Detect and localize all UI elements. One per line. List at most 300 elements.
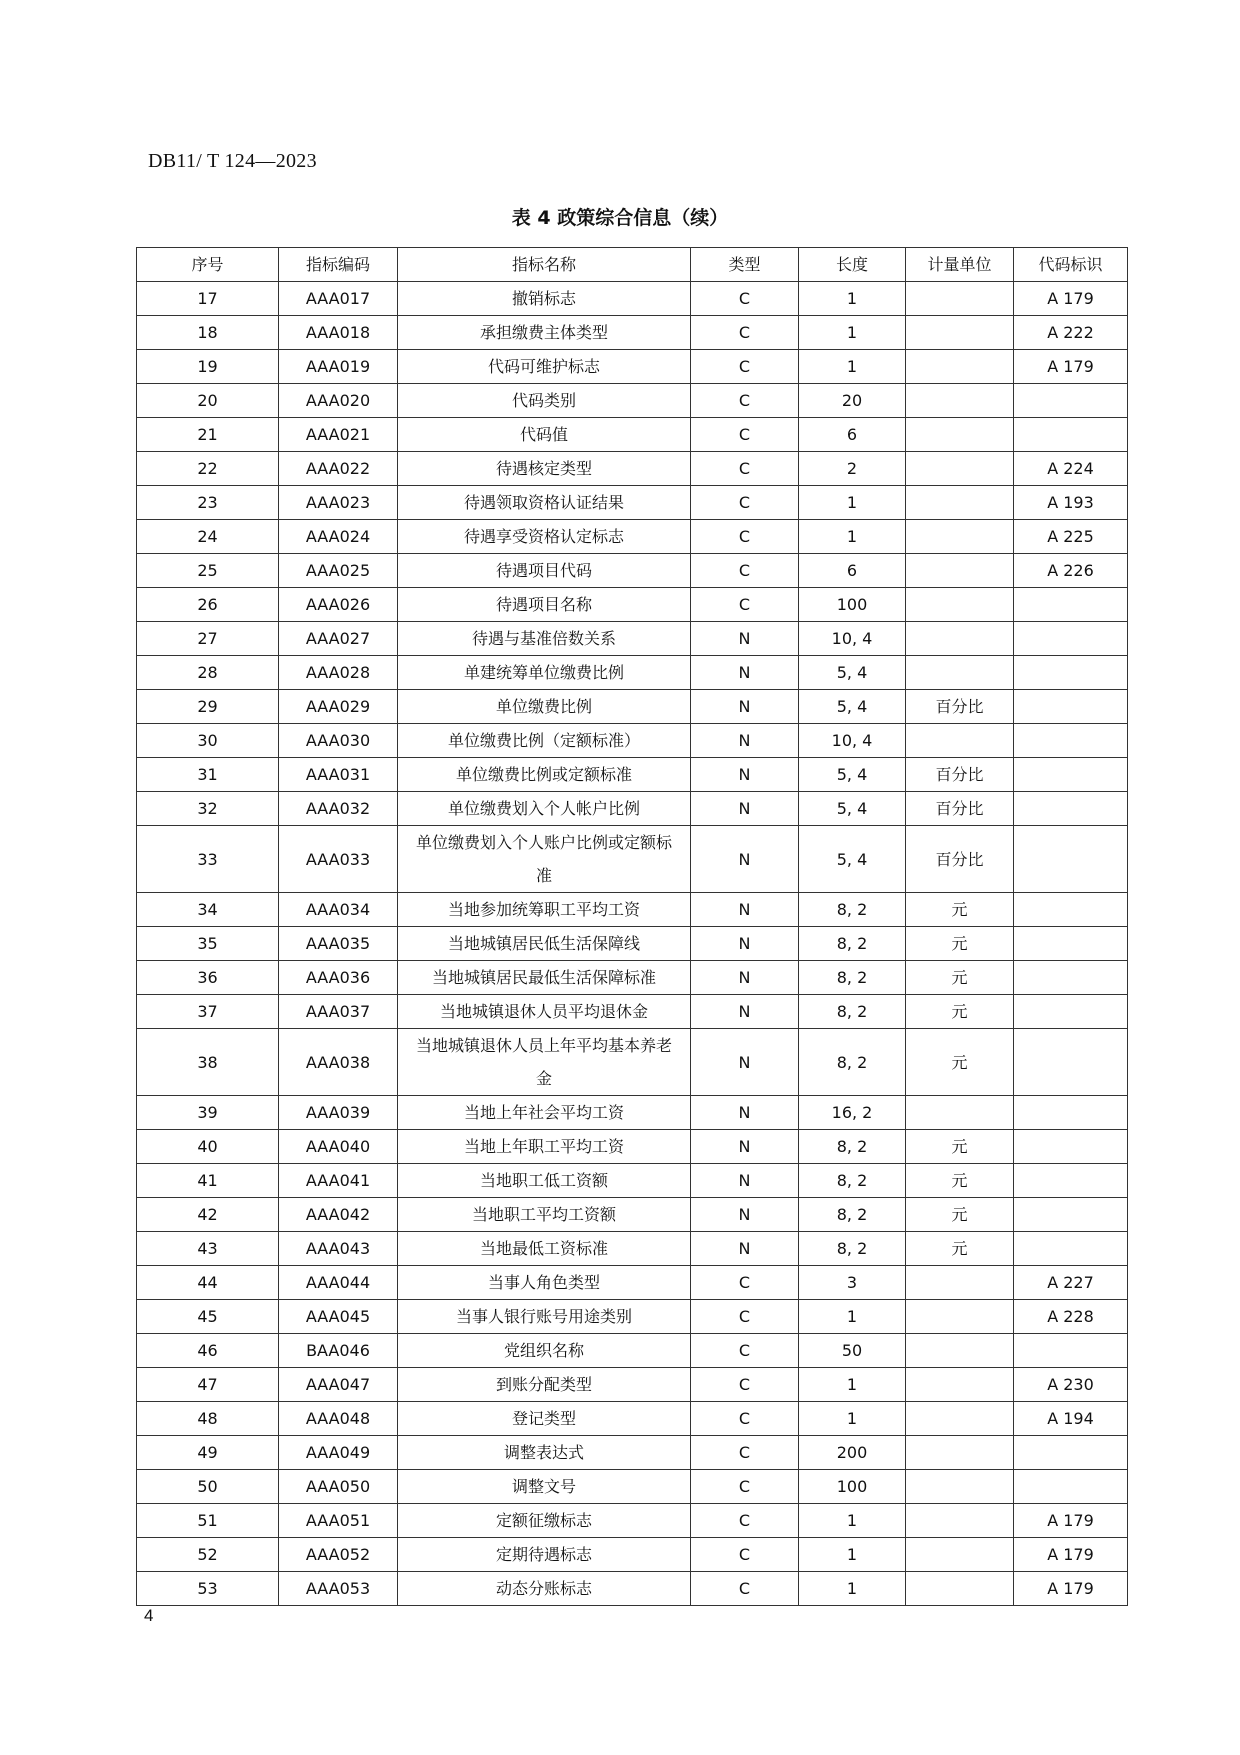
table-row bbox=[137, 418, 1128, 452]
table-cell-col-length: 20 bbox=[799, 384, 906, 418]
table-cell-col-code: AAA026 bbox=[279, 588, 398, 622]
table-cell-col-name: 当地职工平均工资额 bbox=[398, 1198, 691, 1232]
table-cell-col-unit bbox=[906, 1266, 1014, 1300]
table-cell-col-length: 1 bbox=[799, 1504, 906, 1538]
table-cell-col-code: AAA050 bbox=[279, 1470, 398, 1504]
table-cell-col-unit: 元 bbox=[906, 1164, 1014, 1198]
table-cell-col-type: N bbox=[691, 792, 799, 826]
table-cell-col-index: 48 bbox=[137, 1402, 279, 1436]
table-cell-col-unit bbox=[906, 350, 1014, 384]
table-cell-col-code-id bbox=[1014, 1470, 1128, 1504]
table-cell-col-length: 8, 2 bbox=[799, 995, 906, 1029]
table-cell-col-length: 6 bbox=[799, 418, 906, 452]
table-cell-col-code: AAA031 bbox=[279, 758, 398, 792]
table-cell-col-length: 5, 4 bbox=[799, 826, 906, 893]
table-cell-col-length: 6 bbox=[799, 554, 906, 588]
table-cell-col-unit bbox=[906, 452, 1014, 486]
table-cell-col-code: AAA021 bbox=[279, 418, 398, 452]
table-cell-col-name: 单位缴费比例（定额标准） bbox=[398, 724, 691, 758]
table-cell-col-code-id: A 225 bbox=[1014, 520, 1128, 554]
table-cell-col-name: 调整表达式 bbox=[398, 1436, 691, 1470]
table-cell-col-unit: 元 bbox=[906, 893, 1014, 927]
table-cell-col-unit: 百分比 bbox=[906, 792, 1014, 826]
table-cell-col-length: 200 bbox=[799, 1436, 906, 1470]
table-cell-col-name: 当地最低工资标准 bbox=[398, 1232, 691, 1266]
table-cell-col-length: 1 bbox=[799, 1300, 906, 1334]
table-cell-col-length: 8, 2 bbox=[799, 1164, 906, 1198]
table-cell-col-code-id bbox=[1014, 961, 1128, 995]
table-row bbox=[137, 1232, 1128, 1266]
table-cell-col-code-id bbox=[1014, 792, 1128, 826]
table-cell-col-name: 当地职工低工资额 bbox=[398, 1164, 691, 1198]
table-cell-col-type: C bbox=[691, 486, 799, 520]
column-header-col-name: 指标名称 bbox=[398, 248, 691, 282]
table-cell-col-code-id: A 194 bbox=[1014, 1402, 1128, 1436]
table-cell-col-unit: 百分比 bbox=[906, 826, 1014, 893]
table-cell-col-code-id: A 230 bbox=[1014, 1368, 1128, 1402]
table-cell-col-length: 16, 2 bbox=[799, 1096, 906, 1130]
table-cell-col-length: 5, 4 bbox=[799, 758, 906, 792]
table-cell-col-code: AAA023 bbox=[279, 486, 398, 520]
table-cell-col-code: AAA036 bbox=[279, 961, 398, 995]
table-cell-col-code-id: A 222 bbox=[1014, 316, 1128, 350]
table-cell-col-index: 31 bbox=[137, 758, 279, 792]
table-cell-col-code-id: A 224 bbox=[1014, 452, 1128, 486]
table-cell-col-type: C bbox=[691, 452, 799, 486]
table-cell-col-type: N bbox=[691, 622, 799, 656]
table-cell-col-length: 1 bbox=[799, 350, 906, 384]
table-cell-col-type: N bbox=[691, 724, 799, 758]
table-row bbox=[137, 1572, 1128, 1606]
table-cell-col-length: 8, 2 bbox=[799, 961, 906, 995]
table-cell-col-unit bbox=[906, 418, 1014, 452]
table-title: 表 4 政策综合信息（续） bbox=[511, 207, 729, 229]
table-cell-col-index: 42 bbox=[137, 1198, 279, 1232]
table-cell-col-code: AAA051 bbox=[279, 1504, 398, 1538]
table-row bbox=[137, 758, 1128, 792]
table-row bbox=[137, 1470, 1128, 1504]
table-cell-col-length: 1 bbox=[799, 282, 906, 316]
table-cell-col-type: N bbox=[691, 995, 799, 1029]
table-cell-col-type: C bbox=[691, 588, 799, 622]
table-cell-col-index: 47 bbox=[137, 1368, 279, 1402]
table-cell-col-type: C bbox=[691, 350, 799, 384]
table-cell-col-code-id: A 179 bbox=[1014, 350, 1128, 384]
table-cell-col-index: 38 bbox=[137, 1029, 279, 1096]
table-row bbox=[137, 1538, 1128, 1572]
table-cell-col-code-id: A 228 bbox=[1014, 1300, 1128, 1334]
table-cell-col-type: N bbox=[691, 1130, 799, 1164]
table-cell-col-name: 调整文号 bbox=[398, 1470, 691, 1504]
table-cell-col-name: 待遇与基准倍数关系 bbox=[398, 622, 691, 656]
table-cell-col-code: AAA027 bbox=[279, 622, 398, 656]
table-cell-col-name: 动态分账标志 bbox=[398, 1572, 691, 1606]
table-cell-col-type: N bbox=[691, 1096, 799, 1130]
table-cell-col-type: N bbox=[691, 656, 799, 690]
table-cell-col-length: 8, 2 bbox=[799, 1198, 906, 1232]
column-header-col-length: 长度 bbox=[799, 248, 906, 282]
table-row bbox=[137, 1164, 1128, 1198]
table-cell-col-code-id bbox=[1014, 1029, 1128, 1096]
table-cell-col-name: 单位缴费划入个人账户比例或定额标准 bbox=[398, 826, 691, 893]
table-cell-col-code: AAA033 bbox=[279, 826, 398, 893]
table-cell-col-code: AAA039 bbox=[279, 1096, 398, 1130]
table-cell-col-type: C bbox=[691, 1368, 799, 1402]
table-cell-col-name: 待遇项目代码 bbox=[398, 554, 691, 588]
table-body bbox=[137, 282, 1128, 1606]
table-cell-col-type: N bbox=[691, 690, 799, 724]
table-cell-col-length: 1 bbox=[799, 520, 906, 554]
table-cell-col-unit bbox=[906, 656, 1014, 690]
table-cell-col-index: 28 bbox=[137, 656, 279, 690]
table-cell-col-name: 代码类别 bbox=[398, 384, 691, 418]
table-row bbox=[137, 520, 1128, 554]
table-cell-col-name: 待遇核定类型 bbox=[398, 452, 691, 486]
table-cell-col-name: 定额征缴标志 bbox=[398, 1504, 691, 1538]
table-row bbox=[137, 622, 1128, 656]
table-cell-col-name: 待遇领取资格认证结果 bbox=[398, 486, 691, 520]
table-cell-col-code-id bbox=[1014, 1334, 1128, 1368]
table-cell-col-index: 52 bbox=[137, 1538, 279, 1572]
table-cell-col-unit bbox=[906, 1504, 1014, 1538]
table-cell-col-length: 3 bbox=[799, 1266, 906, 1300]
table-cell-col-name: 当地参加统筹职工平均工资 bbox=[398, 893, 691, 927]
table-cell-col-index: 20 bbox=[137, 384, 279, 418]
table-cell-col-length: 8, 2 bbox=[799, 1029, 906, 1096]
table-row bbox=[137, 1096, 1128, 1130]
table-cell-col-index: 22 bbox=[137, 452, 279, 486]
table-cell-col-code: AAA020 bbox=[279, 384, 398, 418]
table-cell-col-code-id: A 227 bbox=[1014, 1266, 1128, 1300]
table-cell-col-index: 29 bbox=[137, 690, 279, 724]
table-cell-col-type: C bbox=[691, 282, 799, 316]
table-cell-col-code: AAA041 bbox=[279, 1164, 398, 1198]
document-standard-number: DB11/ T 124—2023 bbox=[148, 150, 317, 172]
table-cell-col-index: 23 bbox=[137, 486, 279, 520]
table-cell-col-code-id bbox=[1014, 927, 1128, 961]
table-cell-col-length: 1 bbox=[799, 1368, 906, 1402]
table-cell-col-index: 33 bbox=[137, 826, 279, 893]
policy-info-table bbox=[136, 247, 1128, 1606]
table-cell-col-code-id: A 226 bbox=[1014, 554, 1128, 588]
table-cell-col-code: AAA019 bbox=[279, 350, 398, 384]
table-cell-col-code: AAA035 bbox=[279, 927, 398, 961]
table-cell-col-type: C bbox=[691, 520, 799, 554]
table-row bbox=[137, 1402, 1128, 1436]
table-cell-col-type: N bbox=[691, 961, 799, 995]
table-cell-col-type: C bbox=[691, 1334, 799, 1368]
table-cell-col-name: 到账分配类型 bbox=[398, 1368, 691, 1402]
table-row bbox=[137, 724, 1128, 758]
table-cell-col-code: AAA052 bbox=[279, 1538, 398, 1572]
table-cell-col-code: AAA029 bbox=[279, 690, 398, 724]
table-cell-col-type: N bbox=[691, 1198, 799, 1232]
page-number: 4 bbox=[144, 1606, 154, 1625]
table-cell-col-type: N bbox=[691, 1029, 799, 1096]
table-cell-col-name: 撤销标志 bbox=[398, 282, 691, 316]
table-cell-col-code-id: A 179 bbox=[1014, 1538, 1128, 1572]
table-cell-col-type: N bbox=[691, 826, 799, 893]
table-cell-col-index: 49 bbox=[137, 1436, 279, 1470]
table-cell-col-type: C bbox=[691, 1572, 799, 1606]
table-row bbox=[137, 1368, 1128, 1402]
table-cell-col-code-id bbox=[1014, 622, 1128, 656]
table-cell-col-code-id bbox=[1014, 826, 1128, 893]
table-cell-col-unit bbox=[906, 1436, 1014, 1470]
table-row bbox=[137, 1504, 1128, 1538]
table-cell-col-name: 定期待遇标志 bbox=[398, 1538, 691, 1572]
table-cell-col-index: 24 bbox=[137, 520, 279, 554]
column-header-col-code: 指标编码 bbox=[279, 248, 398, 282]
table-cell-col-code: AAA049 bbox=[279, 1436, 398, 1470]
table-cell-col-code: AAA030 bbox=[279, 724, 398, 758]
table-row bbox=[137, 656, 1128, 690]
table-cell-col-length: 5, 4 bbox=[799, 656, 906, 690]
table-cell-col-code-id bbox=[1014, 1130, 1128, 1164]
table-row bbox=[137, 282, 1128, 316]
table-cell-col-code-id: A 179 bbox=[1014, 1504, 1128, 1538]
table-cell-col-index: 43 bbox=[137, 1232, 279, 1266]
table-cell-col-index: 30 bbox=[137, 724, 279, 758]
table-cell-col-name: 单位缴费比例或定额标准 bbox=[398, 758, 691, 792]
table-cell-col-index: 40 bbox=[137, 1130, 279, 1164]
table-row bbox=[137, 350, 1128, 384]
table-cell-col-code-id bbox=[1014, 758, 1128, 792]
table-row bbox=[137, 927, 1128, 961]
table-cell-col-code: BAA046 bbox=[279, 1334, 398, 1368]
table-cell-col-code-id bbox=[1014, 588, 1128, 622]
table-row bbox=[137, 961, 1128, 995]
table-cell-col-index: 37 bbox=[137, 995, 279, 1029]
table-cell-col-unit bbox=[906, 520, 1014, 554]
table-cell-col-code: AAA048 bbox=[279, 1402, 398, 1436]
table-cell-col-index: 39 bbox=[137, 1096, 279, 1130]
table-row bbox=[137, 690, 1128, 724]
table-cell-col-code-id bbox=[1014, 724, 1128, 758]
table-cell-col-unit: 元 bbox=[906, 961, 1014, 995]
table-cell-col-unit: 元 bbox=[906, 1232, 1014, 1266]
table-cell-col-name: 待遇项目名称 bbox=[398, 588, 691, 622]
table-cell-col-unit: 元 bbox=[906, 1029, 1014, 1096]
table-row bbox=[137, 1300, 1128, 1334]
table-cell-col-type: N bbox=[691, 927, 799, 961]
table-row bbox=[137, 1130, 1128, 1164]
table-cell-col-unit bbox=[906, 1470, 1014, 1504]
table-cell-col-code: AAA022 bbox=[279, 452, 398, 486]
table-cell-col-name: 单位缴费划入个人帐户比例 bbox=[398, 792, 691, 826]
table-cell-col-unit: 元 bbox=[906, 927, 1014, 961]
table-row bbox=[137, 384, 1128, 418]
table-cell-col-index: 34 bbox=[137, 893, 279, 927]
table-cell-col-type: C bbox=[691, 384, 799, 418]
table-cell-col-code-id: A 179 bbox=[1014, 282, 1128, 316]
table-cell-col-name: 单位缴费比例 bbox=[398, 690, 691, 724]
table-cell-col-length: 8, 2 bbox=[799, 1130, 906, 1164]
table-cell-col-type: N bbox=[691, 893, 799, 927]
table-cell-col-unit bbox=[906, 1096, 1014, 1130]
table-cell-col-type: N bbox=[691, 1164, 799, 1198]
table-cell-col-code: AAA037 bbox=[279, 995, 398, 1029]
table-cell-col-code: AAA025 bbox=[279, 554, 398, 588]
table-cell-col-index: 19 bbox=[137, 350, 279, 384]
table-cell-col-name: 当地城镇退休人员平均退休金 bbox=[398, 995, 691, 1029]
table-cell-col-unit bbox=[906, 486, 1014, 520]
table-cell-col-unit bbox=[906, 622, 1014, 656]
table-cell-col-length: 1 bbox=[799, 486, 906, 520]
table-cell-col-unit: 百分比 bbox=[906, 758, 1014, 792]
table-cell-col-length: 2 bbox=[799, 452, 906, 486]
table-row bbox=[137, 486, 1128, 520]
table-cell-col-index: 44 bbox=[137, 1266, 279, 1300]
table-cell-col-index: 36 bbox=[137, 961, 279, 995]
table-cell-col-index: 53 bbox=[137, 1572, 279, 1606]
table-cell-col-type: N bbox=[691, 1232, 799, 1266]
table-cell-col-name: 代码可维护标志 bbox=[398, 350, 691, 384]
table-cell-col-unit bbox=[906, 1572, 1014, 1606]
table-cell-col-type: C bbox=[691, 554, 799, 588]
table-cell-col-code-id bbox=[1014, 995, 1128, 1029]
table-cell-col-index: 50 bbox=[137, 1470, 279, 1504]
table-row bbox=[137, 452, 1128, 486]
table-cell-col-code: AAA042 bbox=[279, 1198, 398, 1232]
table-cell-col-name: 当地城镇居民低生活保障线 bbox=[398, 927, 691, 961]
table-row bbox=[137, 1334, 1128, 1368]
table-cell-col-unit bbox=[906, 554, 1014, 588]
table-cell-col-index: 41 bbox=[137, 1164, 279, 1198]
table-cell-col-unit bbox=[906, 282, 1014, 316]
table-cell-col-unit bbox=[906, 724, 1014, 758]
table-row bbox=[137, 316, 1128, 350]
table-row bbox=[137, 554, 1128, 588]
table-cell-col-unit: 百分比 bbox=[906, 690, 1014, 724]
column-header-col-index: 序号 bbox=[137, 248, 279, 282]
table-cell-col-length: 8, 2 bbox=[799, 893, 906, 927]
table-row bbox=[137, 588, 1128, 622]
table-cell-col-unit bbox=[906, 316, 1014, 350]
column-header-col-code-id: 代码标识 bbox=[1014, 248, 1128, 282]
table-cell-col-code: AAA017 bbox=[279, 282, 398, 316]
table-cell-col-name: 党组织名称 bbox=[398, 1334, 691, 1368]
table-cell-col-index: 25 bbox=[137, 554, 279, 588]
table-cell-col-index: 21 bbox=[137, 418, 279, 452]
table-cell-col-length: 5, 4 bbox=[799, 792, 906, 826]
table-cell-col-code: AAA040 bbox=[279, 1130, 398, 1164]
table-row bbox=[137, 792, 1128, 826]
table-cell-col-name: 单建统筹单位缴费比例 bbox=[398, 656, 691, 690]
table-row bbox=[137, 995, 1128, 1029]
table-row bbox=[137, 1436, 1128, 1470]
table-cell-col-code: AAA028 bbox=[279, 656, 398, 690]
table-cell-col-name: 当地城镇退休人员上年平均基本养老金 bbox=[398, 1029, 691, 1096]
table-cell-col-code-id bbox=[1014, 656, 1128, 690]
table-cell-col-unit bbox=[906, 588, 1014, 622]
table-cell-col-length: 5, 4 bbox=[799, 690, 906, 724]
table-cell-col-code-id bbox=[1014, 1232, 1128, 1266]
table-cell-col-length: 8, 2 bbox=[799, 927, 906, 961]
table-cell-col-name: 待遇享受资格认定标志 bbox=[398, 520, 691, 554]
column-header-col-unit: 计量单位 bbox=[906, 248, 1014, 282]
table-cell-col-length: 1 bbox=[799, 1572, 906, 1606]
table-cell-col-unit bbox=[906, 1334, 1014, 1368]
table-cell-col-unit bbox=[906, 1538, 1014, 1572]
table-cell-col-unit bbox=[906, 384, 1014, 418]
table-cell-col-code: AAA024 bbox=[279, 520, 398, 554]
table-cell-col-code: AAA018 bbox=[279, 316, 398, 350]
table-cell-col-index: 26 bbox=[137, 588, 279, 622]
table-cell-col-unit bbox=[906, 1402, 1014, 1436]
table-cell-col-type: C bbox=[691, 1470, 799, 1504]
table-cell-col-code: AAA044 bbox=[279, 1266, 398, 1300]
table-cell-col-index: 46 bbox=[137, 1334, 279, 1368]
table-cell-col-index: 35 bbox=[137, 927, 279, 961]
table-cell-col-code-id bbox=[1014, 1096, 1128, 1130]
table-cell-col-index: 32 bbox=[137, 792, 279, 826]
table-cell-col-index: 18 bbox=[137, 316, 279, 350]
table-cell-col-type: C bbox=[691, 316, 799, 350]
table-cell-col-length: 10, 4 bbox=[799, 724, 906, 758]
table-cell-col-length: 1 bbox=[799, 1402, 906, 1436]
table-row bbox=[137, 826, 1128, 893]
table-cell-col-code: AAA043 bbox=[279, 1232, 398, 1266]
table-cell-col-code-id bbox=[1014, 384, 1128, 418]
table-row bbox=[137, 1198, 1128, 1232]
table-cell-col-length: 50 bbox=[799, 1334, 906, 1368]
table-cell-col-code: AAA047 bbox=[279, 1368, 398, 1402]
table-cell-col-name: 当事人角色类型 bbox=[398, 1266, 691, 1300]
table-row bbox=[137, 1029, 1128, 1096]
table-cell-col-name: 当地城镇居民最低生活保障标准 bbox=[398, 961, 691, 995]
table-cell-col-index: 17 bbox=[137, 282, 279, 316]
table-cell-col-unit: 元 bbox=[906, 1130, 1014, 1164]
table-cell-col-code-id: A 193 bbox=[1014, 486, 1128, 520]
table-cell-col-type: C bbox=[691, 1538, 799, 1572]
column-header-col-type: 类型 bbox=[691, 248, 799, 282]
table-cell-col-unit bbox=[906, 1300, 1014, 1334]
table-cell-col-code-id bbox=[1014, 418, 1128, 452]
table-cell-col-code-id: A 179 bbox=[1014, 1572, 1128, 1606]
table-cell-col-unit: 元 bbox=[906, 995, 1014, 1029]
table-cell-col-type: C bbox=[691, 1300, 799, 1334]
table-cell-col-name: 当事人银行账号用途类别 bbox=[398, 1300, 691, 1334]
table-cell-col-code-id bbox=[1014, 690, 1128, 724]
table-cell-col-code-id bbox=[1014, 1198, 1128, 1232]
table-cell-col-code-id bbox=[1014, 893, 1128, 927]
table-cell-col-name: 代码值 bbox=[398, 418, 691, 452]
table-cell-col-type: N bbox=[691, 758, 799, 792]
table-cell-col-unit bbox=[906, 1368, 1014, 1402]
table-cell-col-type: C bbox=[691, 1436, 799, 1470]
table-cell-col-name: 登记类型 bbox=[398, 1402, 691, 1436]
table-cell-col-type: C bbox=[691, 1266, 799, 1300]
table-cell-col-code: AAA045 bbox=[279, 1300, 398, 1334]
table-cell-col-index: 27 bbox=[137, 622, 279, 656]
table-cell-col-length: 100 bbox=[799, 588, 906, 622]
table-cell-col-name: 当地上年社会平均工资 bbox=[398, 1096, 691, 1130]
table-cell-col-unit: 元 bbox=[906, 1198, 1014, 1232]
table-cell-col-length: 10, 4 bbox=[799, 622, 906, 656]
table-cell-col-name: 承担缴费主体类型 bbox=[398, 316, 691, 350]
table-cell-col-length: 1 bbox=[799, 316, 906, 350]
table-cell-col-length: 100 bbox=[799, 1470, 906, 1504]
table-cell-col-index: 45 bbox=[137, 1300, 279, 1334]
table-cell-col-name: 当地上年职工平均工资 bbox=[398, 1130, 691, 1164]
table-row bbox=[137, 893, 1128, 927]
table-cell-col-length: 1 bbox=[799, 1538, 906, 1572]
table-cell-col-code-id bbox=[1014, 1436, 1128, 1470]
table-cell-col-type: C bbox=[691, 1402, 799, 1436]
table-cell-col-code-id bbox=[1014, 1164, 1128, 1198]
table-cell-col-type: C bbox=[691, 418, 799, 452]
